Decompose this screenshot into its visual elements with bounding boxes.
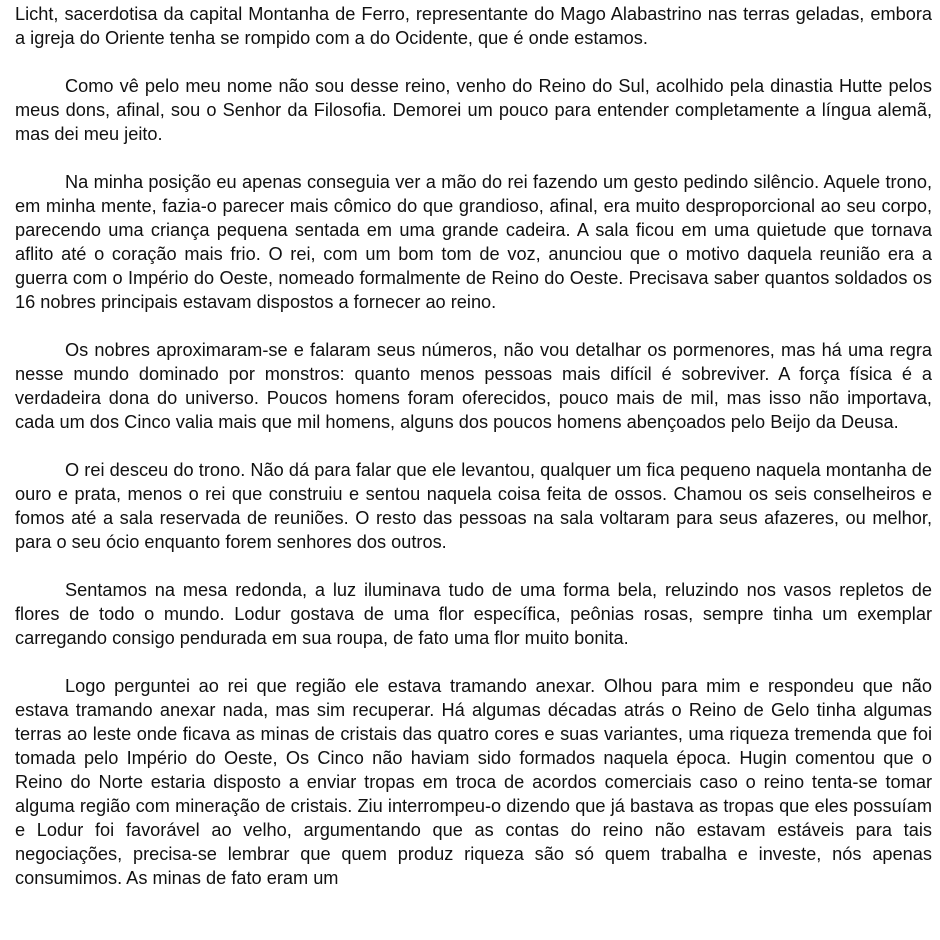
paragraph: Na minha posição eu apenas conseguia ver a mão do rei fazendo um gesto pedindo silêncio. Aquele trono, em minha mente, fazia-o parecer mais cômico do que grandioso, afinal, era muito desproporcional ao seu corpo, parecendo uma criança pequena sentada em uma grande cadeira. A sala ficou em uma quietude que tornava aflito até o coração mais frio. O rei, com um bom tom de voz, anunciou que o motivo daquela reunião era a guerra com o Império do Oeste, nomeado formalmente de Reino do Oeste. Precisava saber quantos soldados os 16 nobres principais estavam dispostos a fornecer ao reino. <box>15 172 932 312</box>
paragraph: Licht, sacerdotisa da capital Montanha de Ferro, representante do Mago Alabastrino nas terras geladas, embora a igreja do Oriente tenha se rompido com a do Ocidente, que é onde estamos. <box>15 4 932 48</box>
document-page <box>15 2 932 890</box>
paragraph: Logo perguntei ao rei que região ele estava tramando anexar. Olhou para mim e respondeu que não estava tramando anexar nada, mas sim recuperar. Há algumas décadas atrás o Reino de Gelo tinha algumas terras ao leste onde ficava as minas de cristais das quatro cores e suas variantes, uma riqueza tremenda que foi tomada pelo Império do Oeste, Os Cinco não haviam sido formados naquela época. Hugin comentou que o Reino do Norte estaria disposto a enviar tropas em troca de acordos comerciais caso o reino tenta-se tomar alguma região com mineração de cristais. Ziu interrompeu-o dizendo que já bastava as tropas que eles possuíam e Lodur foi favorável ao velho, argumentando que as contas do reino não estavam estáveis para tais negociações, precisa-se lembrar que quem produz riqueza são só quem trabalha e investe, nós apenas consumimos. As minas de fato eram um <box>15 676 932 888</box>
paragraph: Como vê pelo meu nome não sou desse reino, venho do Reino do Sul, acolhido pela dinastia Hutte pelos meus dons, afinal, sou o Senhor da Filosofia. Demorei um pouco para entender completamente a língua alemã, mas dei meu jeito. <box>15 76 932 144</box>
paragraph: Os nobres aproximaram-se e falaram seus números, não vou detalhar os pormenores, mas há uma regra nesse mundo dominado por monstros: quanto menos pessoas mais difícil é sobreviver. A força física é a verdadeira dona do universo. Poucos homens foram oferecidos, pouco mais de mil, mas isso não importava, cada um dos Cinco valia mais que mil homens, alguns dos poucos homens abençoados pelo Beijo da Deusa. <box>15 340 932 432</box>
paragraph: O rei desceu do trono. Não dá para falar que ele levantou, qualquer um fica pequeno naquela montanha de ouro e prata, menos o rei que construiu e sentou naquela coisa feita de ossos. Chamou os seis conselheiros e fomos até a sala reservada de reuniões. O resto das pessoas na sala voltaram para seus afazeres, ou melhor, para o seu ócio enquanto forem senhores dos outros. <box>15 460 932 552</box>
paragraph: Sentamos na mesa redonda, a luz iluminava tudo de uma forma bela, reluzindo nos vasos repletos de flores de todo o mundo. Lodur gostava de uma flor específica, peônias rosas, sempre tinha um exemplar carregando consigo pendurada em sua roupa, de fato uma flor muito bonita. <box>15 580 932 648</box>
